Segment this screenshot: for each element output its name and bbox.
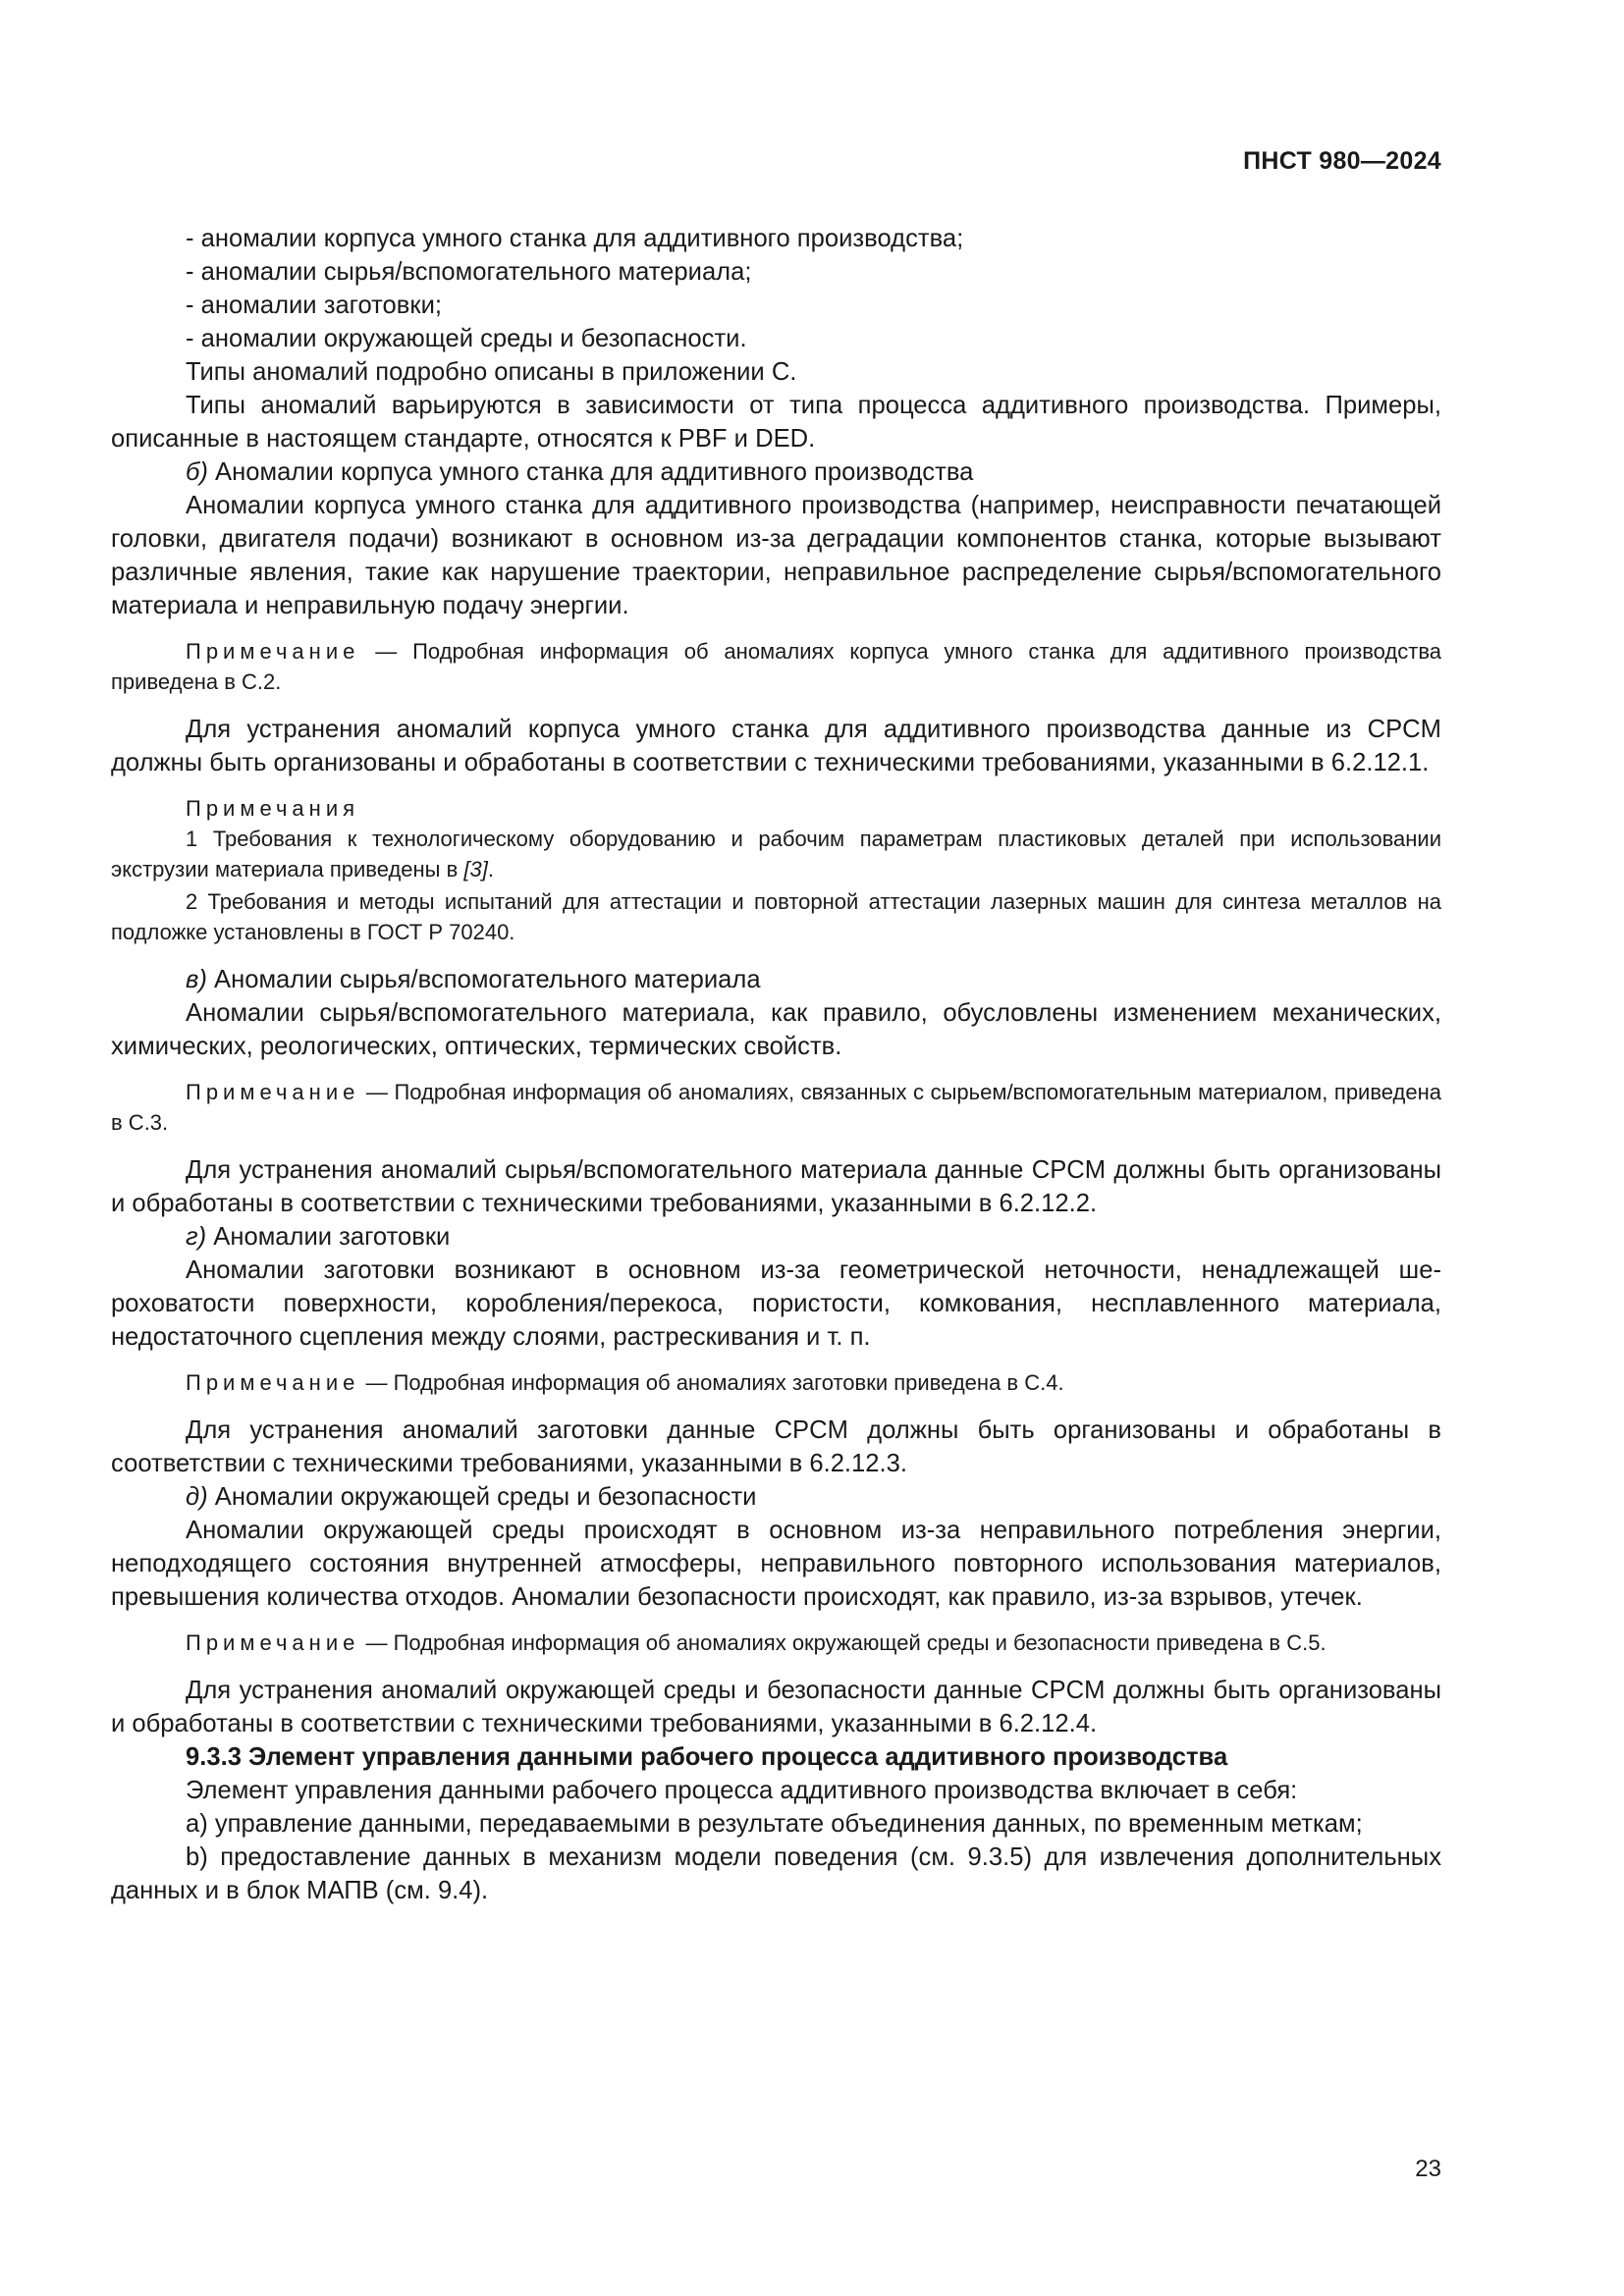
subheading-d-title: Аномалии заготовки — [206, 1223, 451, 1251]
note-label: Примечание — [186, 1630, 360, 1655]
document-code: ПНСТ 980—2024 — [1243, 147, 1441, 175]
note-c-text: Подробная информация об аномалиях, связанных с сырьем/вспомогательным материалом, приведена в С.3. — [111, 1080, 1441, 1135]
note-dash: — — [359, 1080, 395, 1104]
note-label: Примечание — [186, 1370, 360, 1395]
note-1-text: 1 Требования к технологическому оборудованию и рабочим параметрам пластиковых деталей при использовании экструзии материала приведены в — [111, 827, 1441, 881]
paragraph-section-intro: Элемент управления данными рабочего процесса аддитивного производства включает в себя: — [186, 1777, 1298, 1804]
paragraph-types-described: Типы аномалий подробно описаны в приложении С. — [186, 358, 797, 386]
note-e-text: Подробная информация об аномалиях окружающей среды и безопасности приведена в С.5. — [393, 1630, 1326, 1655]
subheading-c-label: в) — [186, 966, 207, 993]
note-dash: — — [359, 639, 413, 664]
note-b-text: Подробная информация об аномалиях корпуса умного станка для аддитивного производства приведена в С.2. — [111, 639, 1441, 694]
subheading-e — [111, 1480, 1441, 1514]
note-c — [111, 1077, 1441, 1138]
page-number: 23 — [1415, 2156, 1441, 2182]
subheading-b — [111, 455, 1441, 489]
notes-heading: Примечания — [186, 796, 360, 821]
subheading-b-label: б) — [186, 458, 208, 486]
paragraph-b-text: Аномалии корпуса умного станка для аддитивного производства (например, неисправности печатающей головки, двигателя подачи) возникают в основном из-за деградации компонентов станка, которые вызывают различные явления, такие как нарушение траектории, неправильное распределение сырья/вспомогательного материала и неправильную подачу энергии. — [111, 492, 1441, 619]
paragraph-types-vary: Типы аномалий варьируются в зависимости от типа процесса аддитивного производства. Примеры, описанные в настоящем стандарте, относятся к PBF и DED. — [111, 392, 1441, 453]
note-e — [111, 1628, 1441, 1658]
subheading-c-title: Аномалии сырья/вспомогательного материала — [206, 966, 761, 993]
note-b — [111, 636, 1441, 697]
paragraph-c-fix: Для устранения аномалий сырья/вспомогательного материала данные CPCM должны быть организованы и обработаны в соответствии с техническими требованиями, указанными в 6.2.12.2. — [111, 1156, 1441, 1217]
note-dash: — — [359, 1370, 394, 1395]
subheading-b-title: Аномалии корпуса умного станка для аддитивного производства — [207, 458, 974, 486]
note-1-end: . — [487, 857, 494, 881]
subheading-d-label: г) — [186, 1223, 207, 1251]
paragraph-e-text: Аномалии окружающей среды происходят в основном из-за неправильного потребления энергии, неподходящего состояния внутренней атмосферы, неправильного повторного использования материалов, превышения количества отходов. Аномалии безопасности происходят, как правило, из-за взрывов, утечек. — [111, 1517, 1441, 1611]
subheading-d — [111, 1220, 1441, 1254]
note-1-reference: [3] — [463, 857, 488, 881]
note-d — [111, 1367, 1441, 1398]
paragraph-b-fix: Для устранения аномалий корпуса умного станка для аддитивного производства данные из CPCM должны быть организованы и обработаны в соответствии с техническими требованиями, указанными в 6.2.12.1. — [111, 716, 1441, 776]
paragraph-d-fix: Для устранения аномалий заготовки данные CPCM должны быть организованы и обработаны в соответствии с техническими требованиями, указанными в 6.2.12.3. — [111, 1416, 1441, 1477]
paragraph-e-fix: Для устранения аномалий окружающей среды и безопасности данные CPCM должны быть организованы и обработаны в соответствии с техническими требованиями, указанными в 6.2.12.4. — [111, 1677, 1441, 1737]
section-heading: 9.3.3 Элемент управления данными рабочего процесса аддитивного производства — [186, 1743, 1228, 1771]
list-item-b: b) предоставление данных в механизм модели поведения (см. 9.3.5) для извлечения дополнительных данных и в блок МАПВ (см. 9.4). — [111, 1843, 1441, 1904]
list-item: - аномалии сырья/вспомогательного материала; — [186, 258, 752, 286]
list-item: - аномалии окружающей среды и безопасности. — [186, 325, 747, 352]
note-label: Примечание — [186, 1080, 360, 1104]
paragraph-d-text: Аномалии заготовки возникают в основном из-за геометрической неточности, ненадлежащей шероховатости поверхности, коробления/перекоса, пористости, комкования, несплавленного материала, недостаточного сцепления между слоями, растрескивания и т. п. — [111, 1256, 1441, 1351]
paragraph-c-text: Аномалии сырья/вспомогательного материала, как правило, обусловлены изменением механических, химических, реологических, оптических, термических свойств. — [111, 999, 1441, 1060]
note-2: 2 Требования и методы испытаний для аттестации и повторной аттестации лазерных машин для синтеза металлов на подложке установлены в ГОСТ Р 70240. — [111, 889, 1441, 944]
note-dash: — — [359, 1630, 394, 1655]
note-d-text: Подробная информация об аномалиях заготовки приведена в С.4. — [393, 1370, 1064, 1395]
list-item-a: а) управление данными, передаваемыми в результате объединения данных, по временным меткам; — [186, 1810, 1363, 1838]
list-item: - аномалии корпуса умного станка для аддитивного производства; — [186, 225, 964, 252]
subheading-e-label: д) — [186, 1483, 208, 1511]
subheading-e-title: Аномалии окружающей среды и безопасности — [207, 1483, 757, 1511]
note-1 — [111, 824, 1441, 884]
page-body — [111, 222, 1441, 1907]
subheading-c — [111, 963, 1441, 996]
note-label: Примечание — [186, 639, 360, 664]
list-item: - аномалии заготовки; — [186, 292, 442, 319]
